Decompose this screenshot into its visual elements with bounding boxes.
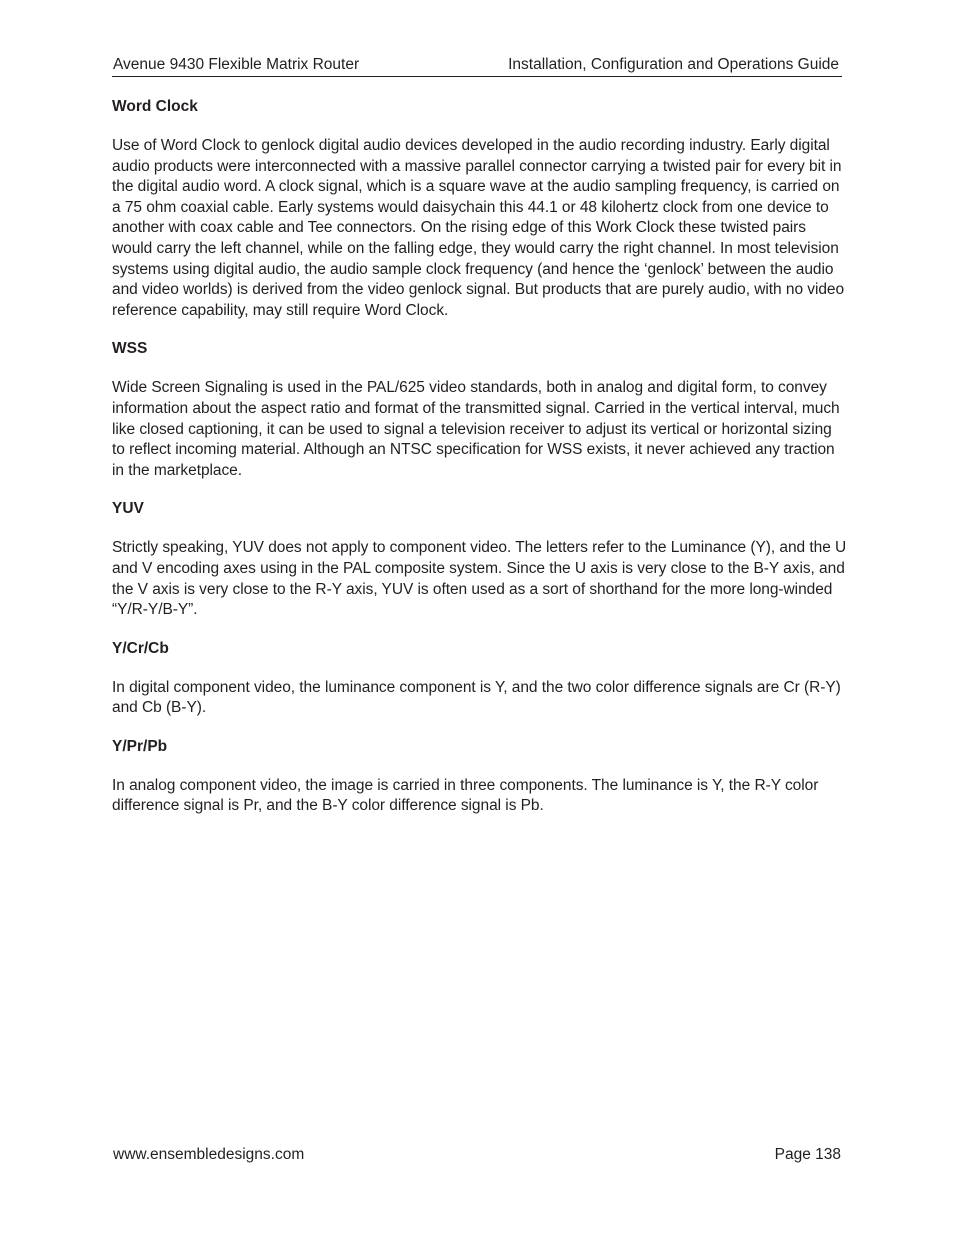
section-heading: WSS (112, 340, 148, 358)
section-body: Strictly speaking, YUV does not apply to component video. The letters refer to the Luminance (Y), and the U and V encoding axes using in the PAL composite system. Since the U axis is very close to the B-Y axis, and the V axis is very close to the R-Y axis, YUV is often used as a sort of shorthand for the more long-winded “Y/R-Y/B-Y”. (112, 539, 847, 619)
section-wss (112, 339, 848, 481)
page-content (112, 97, 848, 835)
section-heading: Y/Pr/Pb (112, 737, 168, 755)
section-heading: Y/Cr/Cb (112, 639, 169, 657)
footer-page-number: Page 138 (774, 1146, 841, 1163)
header-document-title: Avenue 9430 Flexible Matrix Router (113, 56, 360, 73)
section-word-clock (112, 97, 848, 321)
section-body: Use of Word Clock to genlock digital audio devices developed in the audio recording industry. Early digital audio products were interconnected with a massive parallel connector carrying a twisted pair for every bit in the digital audio word. A clock signal, which is a square wave at the audio sampling frequency, is carried on a 75 ohm coaxial cable. Early systems would daisychain this 44.1 or 48 kilohertz clock from one device to another with coax cable and Tee connectors. On the rising edge of this Work Clock these twisted pairs would carry the left channel, while on the falling edge, they would carry the right channel. In most television systems using digital audio, the audio sample clock frequency (and hence the ‘genlock’ between the audio and video worlds) is derived from the video genlock signal. But products that are purely audio, with no video reference capability, may still require Word Clock. (112, 137, 845, 319)
section-y-cr-cb (112, 639, 848, 719)
footer-website-link[interactable]: www.ensembledesigns.com (113, 1146, 305, 1163)
page-header (112, 54, 842, 77)
section-heading: Word Clock (112, 98, 198, 115)
section-body: In digital component video, the luminance component is Y, and the two color difference signals are Cr (R-Y) and Cb (B-Y). (112, 678, 841, 717)
section-y-pr-pb (112, 737, 848, 817)
section-heading: YUV (112, 500, 144, 518)
header-guide-title: Installation, Configuration and Operations Guide (508, 56, 839, 73)
section-yuv (112, 499, 848, 620)
section-body: In analog component video, the image is carried in three components. The luminance is Y, the R-Y color difference signal is Pr, and the B-Y color difference signal is Pb. (112, 776, 819, 815)
section-body: Wide Screen Signaling is used in the PAL/625 video standards, both in analog and digital form, to convey information about the aspect ratio and format of the transmitted signal. Carried in the vertical interval, much like closed captioning, it can be used to signal a television receiver to adjust its vertical or horizontal sizing to reflect incoming material. Although an NTSC specification for WSS exists, it never achieved any traction in the marketplace. (112, 379, 840, 479)
